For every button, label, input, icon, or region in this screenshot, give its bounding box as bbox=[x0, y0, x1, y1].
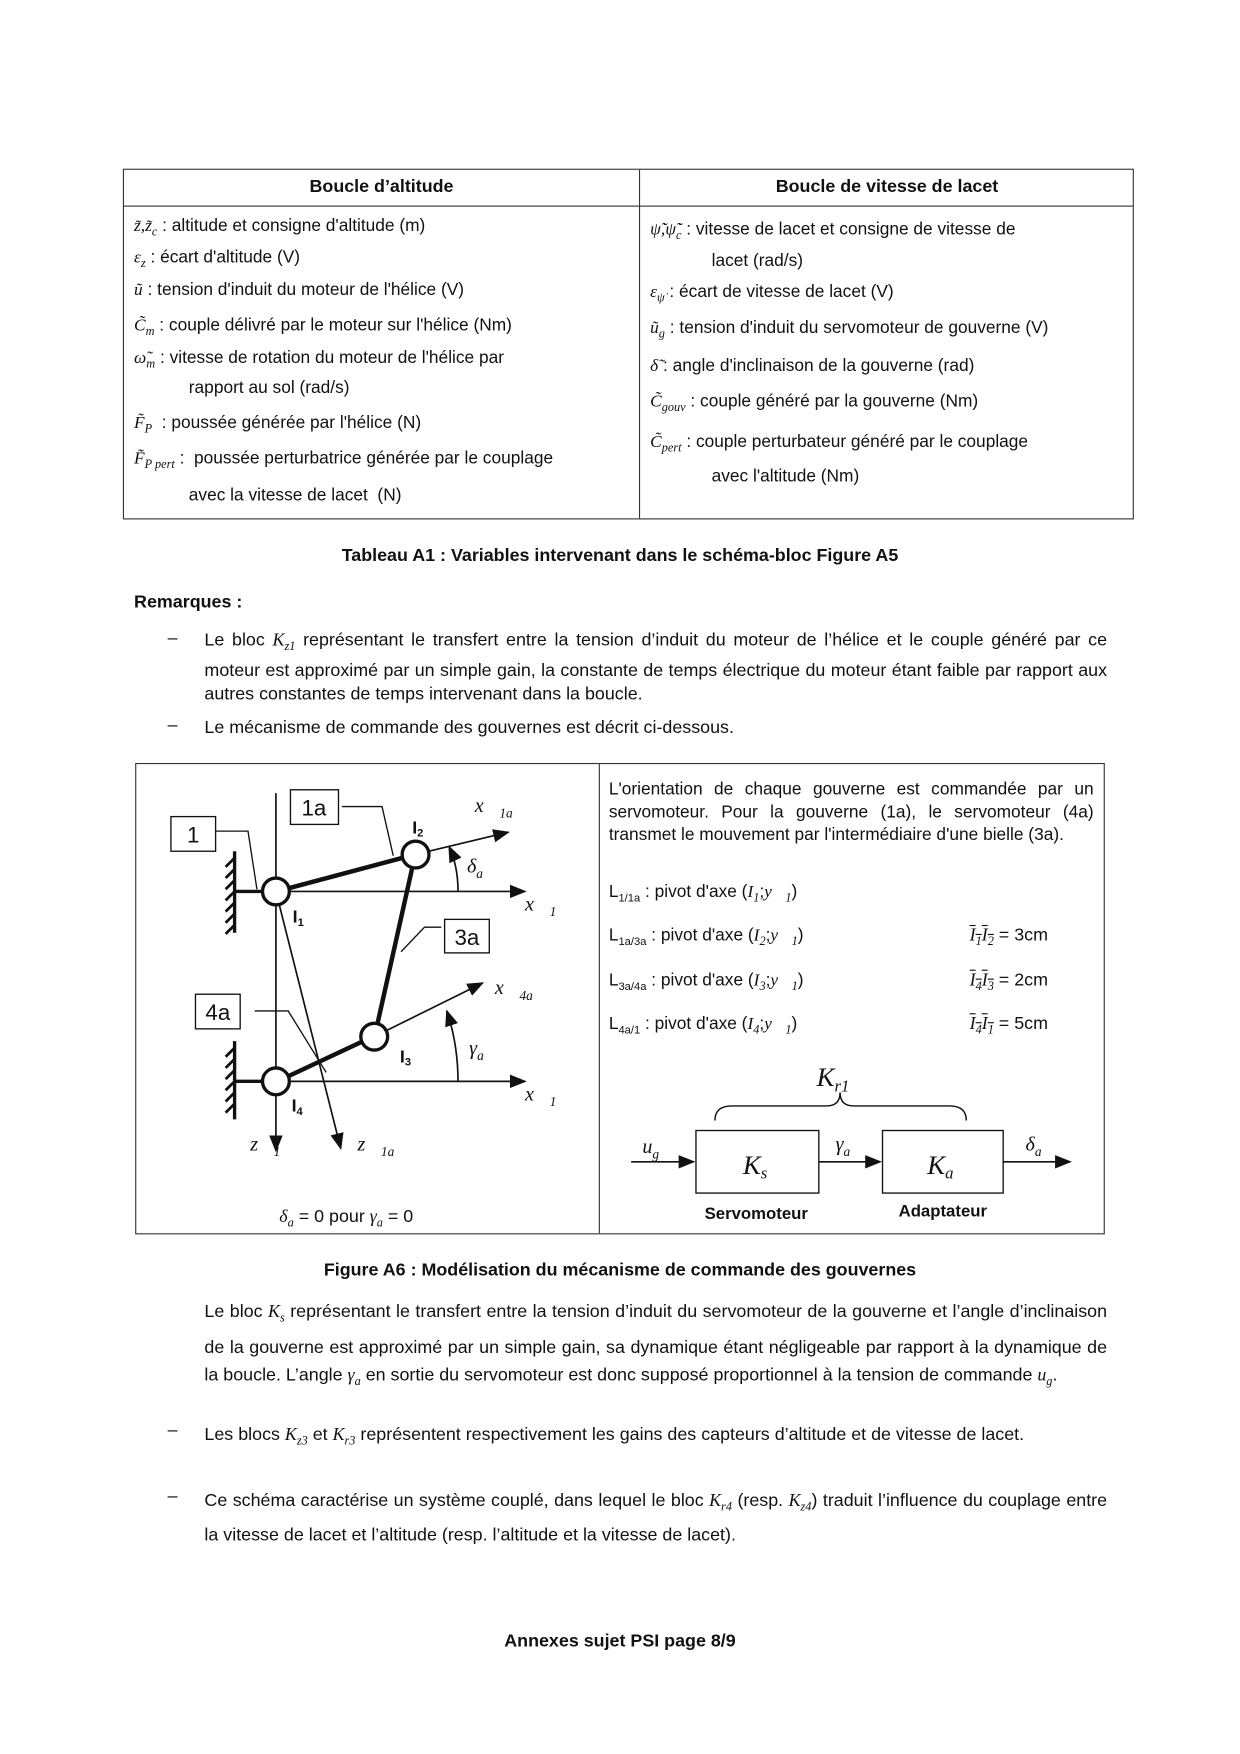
text: 1 bbox=[297, 917, 304, 930]
symbol: ε bbox=[134, 247, 141, 267]
text: Ce schéma caractérise un système couplé, dans lequel le bloc bbox=[204, 1491, 710, 1511]
text: g bbox=[1046, 1375, 1053, 1389]
text: L bbox=[608, 970, 619, 990]
description: avec la vitesse de lacet (N) bbox=[188, 485, 402, 505]
symbol: F̃ bbox=[134, 449, 145, 469]
text: z⃗ bbox=[357, 1133, 381, 1156]
bullet-dash: – bbox=[167, 1486, 178, 1506]
text: Le bloc bbox=[204, 1302, 269, 1322]
description: : poussée générée par l'hélice (N) bbox=[152, 413, 422, 433]
label-x1 bbox=[524, 893, 556, 919]
text: s bbox=[760, 1163, 768, 1183]
text: a bbox=[1034, 1144, 1042, 1160]
text: I bbox=[981, 926, 988, 946]
text: γ bbox=[835, 1133, 844, 1156]
label-delta bbox=[467, 855, 483, 881]
text: = 3cm bbox=[993, 926, 1048, 946]
text: s bbox=[279, 1311, 285, 1325]
text: = 0 bbox=[382, 1207, 414, 1227]
label-1: 1 bbox=[187, 822, 200, 848]
length-value bbox=[970, 1013, 1048, 1041]
text: 4 bbox=[975, 1023, 982, 1037]
text: x⃗ bbox=[525, 1083, 550, 1106]
text: (resp. bbox=[731, 1491, 789, 1511]
pivot-link: $L_{3a/4a}$ : pivot d'axe $(I_3;y⃗_1)$ bbox=[608, 970, 804, 994]
z1a-axis bbox=[276, 891, 341, 1148]
subscript: gouv bbox=[661, 401, 686, 415]
page-footer: Annexes sujet PSI page 8/9 bbox=[504, 1632, 736, 1652]
text: γ bbox=[469, 1037, 478, 1060]
text: : pivot d'axe bbox=[640, 1014, 742, 1034]
text: γ bbox=[369, 1207, 377, 1227]
label-I3 bbox=[400, 1046, 411, 1068]
text: 1a/3a bbox=[618, 936, 647, 949]
bullet-dash: – bbox=[167, 1420, 178, 1440]
text: 4 bbox=[753, 1023, 760, 1037]
text: = 0 pour bbox=[293, 1207, 370, 1227]
text: a bbox=[476, 866, 483, 882]
text: x⃗ bbox=[474, 795, 500, 818]
text: y⃗ bbox=[770, 926, 792, 946]
text: L bbox=[608, 926, 619, 946]
text: I bbox=[969, 1014, 976, 1034]
text: . bbox=[1052, 1366, 1058, 1386]
servomoteur-label: Servomoteur bbox=[704, 1203, 808, 1223]
label-kr1 bbox=[816, 1062, 850, 1096]
text: a bbox=[843, 1144, 851, 1160]
text: en sortie du servomoteur est donc supposé proportionnel à la tension de commande bbox=[360, 1366, 1038, 1386]
paragraph-ks bbox=[204, 1298, 1107, 1397]
text: 2 bbox=[759, 935, 766, 949]
text: K bbox=[816, 1061, 835, 1092]
subscript: z1 bbox=[284, 640, 296, 654]
pivot-I1 bbox=[263, 878, 290, 905]
symbol: C̃ bbox=[134, 316, 146, 336]
text: γ bbox=[347, 1366, 355, 1386]
description: : écart de vitesse de lacet (V) bbox=[664, 282, 894, 302]
pivot-I2 bbox=[402, 841, 429, 868]
symbol: K bbox=[272, 631, 285, 651]
label-gamma-a bbox=[836, 1134, 851, 1160]
symbol: ũ bbox=[650, 318, 659, 338]
text: δ bbox=[279, 1207, 288, 1227]
subscript: g bbox=[658, 327, 665, 341]
subscript: ψ̇ bbox=[656, 291, 665, 305]
text: 1/1a bbox=[618, 892, 641, 905]
description: avec l'altitude (Nm) bbox=[711, 466, 860, 486]
description: : tension d'induit du moteur de l'hélice (V) bbox=[142, 280, 465, 300]
subscript: m bbox=[146, 357, 156, 371]
text: K bbox=[268, 1302, 280, 1322]
x1a-axis bbox=[429, 832, 508, 851]
text: u bbox=[642, 1135, 653, 1158]
description: : écart d'altitude (V) bbox=[145, 247, 301, 267]
text: a bbox=[945, 1163, 954, 1183]
text: et bbox=[307, 1425, 333, 1445]
text: représentent respectivement les gains des capteurs d’altitude et de vitesse de lacet. bbox=[355, 1425, 1025, 1445]
text: 2 bbox=[987, 935, 994, 949]
mechanism-description: L'orientation de chaque gouverne est commandée par un servomoteur. Pour la gouverne (1a), le servomoteur (4a) transmet le mouvement par l'intermédiaire d'une bielle (3a). bbox=[608, 779, 1094, 845]
text: δ bbox=[466, 855, 477, 878]
text: L bbox=[608, 882, 619, 902]
pivot-link: $L_{4a/1}$ : pivot d'axe $(I_4;y⃗_1)$ bbox=[608, 1014, 798, 1037]
symbol: C̃ bbox=[650, 432, 662, 452]
text: Le bloc bbox=[204, 631, 273, 651]
remark-coupling bbox=[204, 1487, 1107, 1551]
text: z4 bbox=[800, 1500, 812, 1514]
table-caption: Tableau A1 : Variables intervenant dans le schéma-bloc Figure A5 bbox=[341, 546, 899, 566]
text: K bbox=[709, 1491, 722, 1511]
text: = 5cm bbox=[993, 1014, 1048, 1034]
description: : angle d'inclinaison de la gouverne (rad) bbox=[658, 356, 975, 376]
text: 3 bbox=[404, 1056, 412, 1069]
label-delta-a bbox=[1025, 1134, 1041, 1160]
label-ug bbox=[642, 1136, 659, 1162]
text: I bbox=[753, 970, 760, 990]
text: y⃗ bbox=[764, 882, 786, 902]
label-3a: 3a bbox=[454, 925, 480, 951]
text: I bbox=[412, 817, 418, 838]
label-gamma bbox=[469, 1038, 484, 1064]
symbol: z̃,z̃ bbox=[134, 216, 152, 236]
x4a-axis bbox=[388, 983, 483, 1030]
symbol: δ̃ bbox=[650, 356, 659, 376]
kr1-brace bbox=[715, 1093, 966, 1121]
description: : poussée perturbatrice générée par le couplage bbox=[174, 449, 554, 469]
text: 1 bbox=[975, 935, 982, 949]
adaptateur-label: Adaptateur bbox=[898, 1201, 988, 1221]
text: K bbox=[332, 1425, 345, 1445]
text: K bbox=[927, 1150, 946, 1181]
label-x1-lower bbox=[524, 1083, 556, 1109]
text: y⃗ bbox=[764, 1014, 786, 1034]
text: 1 bbox=[753, 891, 760, 905]
subscript: m bbox=[145, 325, 155, 339]
text: I bbox=[981, 970, 988, 990]
length-value bbox=[970, 970, 1048, 998]
remark-sensors bbox=[204, 1421, 1107, 1456]
text: 1 bbox=[791, 935, 798, 949]
text: L bbox=[608, 1014, 619, 1034]
text: 4 bbox=[975, 979, 982, 994]
text: z3 bbox=[296, 1434, 308, 1448]
symbol: ψ̃̇,ψ̃̇ bbox=[650, 220, 677, 240]
description: : couple perturbateur généré par le couplage bbox=[681, 432, 1029, 452]
symbol: F̃ bbox=[134, 413, 145, 433]
text: 1a bbox=[380, 1144, 395, 1160]
description: : vitesse de lacet et consigne de vitesse de bbox=[681, 220, 1016, 240]
remark-mechanism: Le mécanisme de commande des gouvernes est décrit ci-dessous. bbox=[204, 718, 734, 738]
symbol: ω̃ bbox=[134, 348, 147, 368]
text: a bbox=[477, 1048, 484, 1064]
text: : pivot d'axe bbox=[646, 926, 748, 946]
label-I2 bbox=[412, 817, 423, 839]
text: r4 bbox=[721, 1500, 732, 1514]
text: Les blocs bbox=[204, 1425, 285, 1445]
text: I bbox=[747, 882, 754, 902]
bullet-dash: – bbox=[167, 716, 178, 736]
text: = 2cm bbox=[993, 970, 1048, 990]
text: I bbox=[291, 1095, 297, 1116]
text: r1 bbox=[834, 1076, 850, 1096]
label-x4a bbox=[494, 977, 533, 1003]
text: z⃗ bbox=[250, 1133, 274, 1156]
text: 4a bbox=[519, 987, 533, 1003]
symbol: ε bbox=[650, 282, 657, 302]
label-z1a bbox=[356, 1134, 394, 1160]
block-ka-label bbox=[926, 1150, 953, 1182]
description: rapport au sol (rad/s) bbox=[188, 378, 350, 398]
subscript: P bbox=[144, 422, 153, 436]
text: : pivot d'axe bbox=[646, 970, 748, 990]
pivot-link: $L_{1a/3a}$ : pivot d'axe $(I_2;y⃗_1)$ bbox=[608, 926, 804, 949]
text: 1 bbox=[549, 904, 557, 920]
description: : couple délivré par le moteur sur l'hélice (Nm) bbox=[154, 316, 512, 336]
text: g bbox=[652, 1146, 660, 1162]
text: K bbox=[284, 1425, 297, 1445]
delta-arc bbox=[449, 847, 458, 892]
subscript: z bbox=[140, 256, 146, 271]
text: 4a/1 bbox=[618, 1024, 641, 1037]
text: 3 bbox=[987, 979, 994, 994]
subscript: c bbox=[676, 229, 682, 243]
figure-caption: Figure A6 : Modélisation du mécanisme de commande des gouvernes bbox=[323, 1261, 917, 1281]
description: : tension d'induit du servomoteur de gouverne (V) bbox=[664, 318, 1049, 338]
text: K bbox=[742, 1150, 761, 1181]
pivot-I3 bbox=[361, 1023, 388, 1050]
text: 3a/4a bbox=[618, 980, 647, 994]
text: représentant le transfert entre la tension d’induit du moteur de l’hélice et le couple généré par ce moteur est approximé par un simple gain, la constante de temps électrique du moteur étant faible par rapport aux autres constantes de temps intervenant dans la boucle. bbox=[204, 631, 1108, 704]
zero-condition bbox=[279, 1206, 413, 1234]
text: 1 bbox=[549, 1093, 557, 1109]
text: représentant le transfert entre la tension d’induit du servomoteur de la gouverne et l’angle d’inclinaison de la gouverne est approximé par un simple gain, sa dynamique étant négligeable par rapport à la dynamique de la boucle. L’angle bbox=[204, 1302, 1108, 1386]
label-4a: 4a bbox=[205, 999, 231, 1025]
text: : pivot d'axe bbox=[640, 882, 742, 902]
text: a bbox=[376, 1216, 383, 1230]
text: u bbox=[1037, 1366, 1047, 1386]
header-lacet: Boucle de vitesse de lacet bbox=[775, 177, 999, 197]
text: I bbox=[753, 926, 760, 946]
subscript: c bbox=[151, 225, 158, 240]
text: ) traduit l’influence du couplage entre la vitesse de lacet et l’altitude (resp. l’altitude et la vitesse de lacet). bbox=[204, 1491, 1108, 1545]
gamma-arc bbox=[447, 1011, 458, 1081]
text: y⃗ bbox=[770, 970, 792, 990]
link-1a bbox=[289, 858, 402, 888]
text: x⃗ bbox=[525, 893, 550, 916]
text: r3 bbox=[344, 1434, 356, 1448]
subscript: pert bbox=[661, 441, 682, 455]
pivot-I4 bbox=[263, 1068, 290, 1095]
text: δ bbox=[1025, 1133, 1035, 1156]
bullet-dash: – bbox=[167, 628, 178, 648]
text: I bbox=[969, 970, 976, 990]
label-I1 bbox=[293, 907, 304, 929]
label-x1a bbox=[474, 795, 513, 821]
symbol: ũ bbox=[134, 280, 143, 300]
text: I bbox=[292, 906, 298, 927]
label-1a: 1a bbox=[301, 795, 327, 821]
text: 4 bbox=[296, 1105, 303, 1118]
text: 1 bbox=[785, 891, 792, 905]
text: K bbox=[788, 1491, 801, 1511]
pivot-link: $L_{1/1a}$ : pivot d'axe $(I_1;y⃗_1)$ bbox=[608, 882, 798, 905]
text: 2 bbox=[417, 827, 424, 840]
description: : altitude et consigne d'altitude (m) bbox=[157, 216, 426, 236]
symbol: C̃ bbox=[650, 392, 662, 412]
text: I bbox=[969, 926, 976, 946]
text: 1 bbox=[987, 1023, 994, 1037]
length-value bbox=[970, 925, 1048, 953]
text: I bbox=[399, 1046, 405, 1067]
text: a bbox=[354, 1375, 361, 1389]
text: I bbox=[981, 1014, 988, 1034]
header-altitude: Boucle d’altitude bbox=[309, 177, 454, 197]
description: lacet (rad/s) bbox=[711, 251, 804, 271]
block-ks-label bbox=[742, 1150, 768, 1182]
text: 1 bbox=[273, 1144, 281, 1160]
description: : vitesse de rotation du moteur de l'hélice par bbox=[155, 348, 505, 368]
text: 1 bbox=[791, 979, 798, 994]
description: : couple généré par la gouverne (Nm) bbox=[685, 392, 979, 412]
label-I4 bbox=[292, 1096, 304, 1118]
subscript: P pert bbox=[144, 458, 175, 472]
text: 1a bbox=[499, 805, 513, 821]
text: 3 bbox=[759, 979, 766, 994]
text: 1 bbox=[785, 1023, 792, 1037]
text: x⃗ bbox=[494, 977, 520, 1000]
text: I bbox=[747, 1014, 754, 1034]
remarks-title: Remarques : bbox=[134, 593, 243, 613]
text: a bbox=[287, 1216, 294, 1230]
